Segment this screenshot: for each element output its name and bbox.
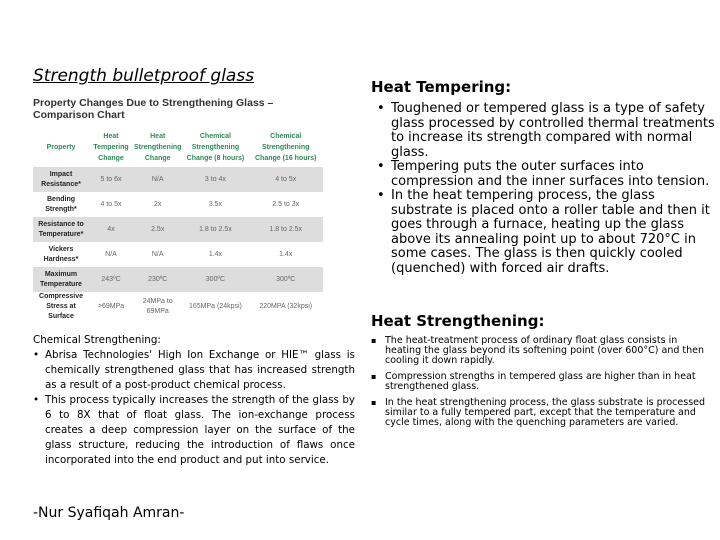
value-cell: 243ºC (89, 267, 133, 292)
property-cell: Bending Strength* (45, 195, 77, 213)
value-cell: N/A (105, 250, 117, 258)
table-row (33, 192, 323, 217)
property-cell: Compressive Stress at Surface (39, 293, 83, 320)
value-cell: N/A (133, 167, 182, 192)
list-item: ▪ Compression strengths in tempered glass are higher than in heat strengthened glass. (371, 372, 716, 392)
header-cell: Chemical Strengthening Change (8 hours) (186, 132, 245, 162)
value-cell: 3 to 4x (182, 167, 248, 192)
table-row (33, 217, 323, 242)
property-cell: Vickers Hardness* (43, 245, 79, 263)
value-cell: 2x (154, 200, 162, 208)
value-cell: 2.5 to 3x (272, 200, 300, 208)
header-cell: Heat Strengthening Change (134, 132, 182, 162)
value-cell: 3.5x (208, 200, 223, 208)
table-row (33, 167, 323, 192)
heat-tempering-section (371, 78, 716, 276)
property-cell: Impact Resistance* (33, 167, 89, 192)
chemical-heading: Chemical Strengthening: (33, 334, 161, 346)
value-cell: 2.5x (133, 217, 182, 242)
value-cell: 300ºC (248, 267, 323, 292)
list-item: ▪ In the heat strengthening process, the glass substrate is processed similar to a fully tempered part, except that the temperature and cycle times, along with the quenching parameters are varied. (371, 398, 716, 428)
slide-title-left: Strength bulletproof glass (33, 66, 255, 86)
heat-strengthening-heading: Heat Strengthening: (371, 312, 545, 330)
value-cell: 300ºC (182, 267, 248, 292)
value-cell: 4 to 5x (100, 200, 122, 208)
author: -Nur Syafiqah Amran- (33, 505, 185, 521)
header-cell: Property (46, 143, 76, 151)
table-row (33, 292, 323, 322)
chemical-strengthening-section (33, 333, 355, 468)
list-item: • This process typically increases the strength of the glass by 6 to 8X that of float glass. The ion-exchange process creates a deep compression layer on the surface of the glass structure, reducing the introduction of flaws once incorporated into the end product and put into service. (33, 393, 355, 468)
value-cell: 4 to 5x (248, 167, 323, 192)
value-cell: 4x (89, 217, 133, 242)
value-cell: 220MPA (32kpsi) (259, 303, 313, 310)
comparison-chart (33, 97, 323, 322)
value-cell: 165MPa (24kpsi) (188, 303, 242, 310)
header-cell: Heat Tempering Change (93, 132, 129, 162)
value-cell: 1.4x (208, 250, 223, 258)
chart-title: Property Changes Due to Strengthening Glass – Comparison Chart (33, 97, 274, 121)
table-row (33, 267, 323, 292)
comparison-table (33, 127, 323, 322)
list-item: • Toughened or tempered glass is a type of safety glass processed by controlled thermal treatments to increase its strength compared with normal glass. (371, 102, 716, 160)
heat-strengthening-section (371, 312, 716, 434)
header-cell: Chemical Strengthening Change (16 hours) (254, 132, 317, 162)
list-item: ▪ The heat-treatment process of ordinary float glass consists in heating the glass beyond its softening point (over 600°C) and then cooling it down rapidly. (371, 336, 716, 366)
value-cell: >69MPa (97, 303, 125, 310)
value-cell: 1.8 to 2.5x (248, 217, 323, 242)
list-item: • Abrisa Technologies' High Ion Exchange or HIE™ glass is chemically strengthened glass that has increased strength as a result of a post-product chemical process. (33, 348, 355, 393)
heat-tempering-heading: Heat Tempering: (371, 78, 512, 96)
list-item: • Tempering puts the outer surfaces into compression and the inner surfaces into tension. (371, 160, 716, 189)
property-cell: Maximum Temperature (33, 267, 89, 292)
value-cell: 1.8 to 2.5x (182, 217, 248, 242)
value-cell: 230ºC (133, 267, 182, 292)
table-row (33, 242, 323, 267)
value-cell: 24MPa to 69MPa (142, 298, 173, 315)
list-item: • In the heat tempering process, the glass substrate is placed onto a roller table and then it goes through a furnace, heating up the glass above its annealing point up to about 720°C in some cases. The glass is then quickly cooled (quenched) with forced air drafts. (371, 189, 716, 276)
value-cell: 1.4x (279, 250, 293, 258)
property-cell: Resistance to Temperature* (33, 217, 89, 242)
value-cell: 5 to 6x (89, 167, 133, 192)
value-cell: N/A (151, 250, 164, 258)
